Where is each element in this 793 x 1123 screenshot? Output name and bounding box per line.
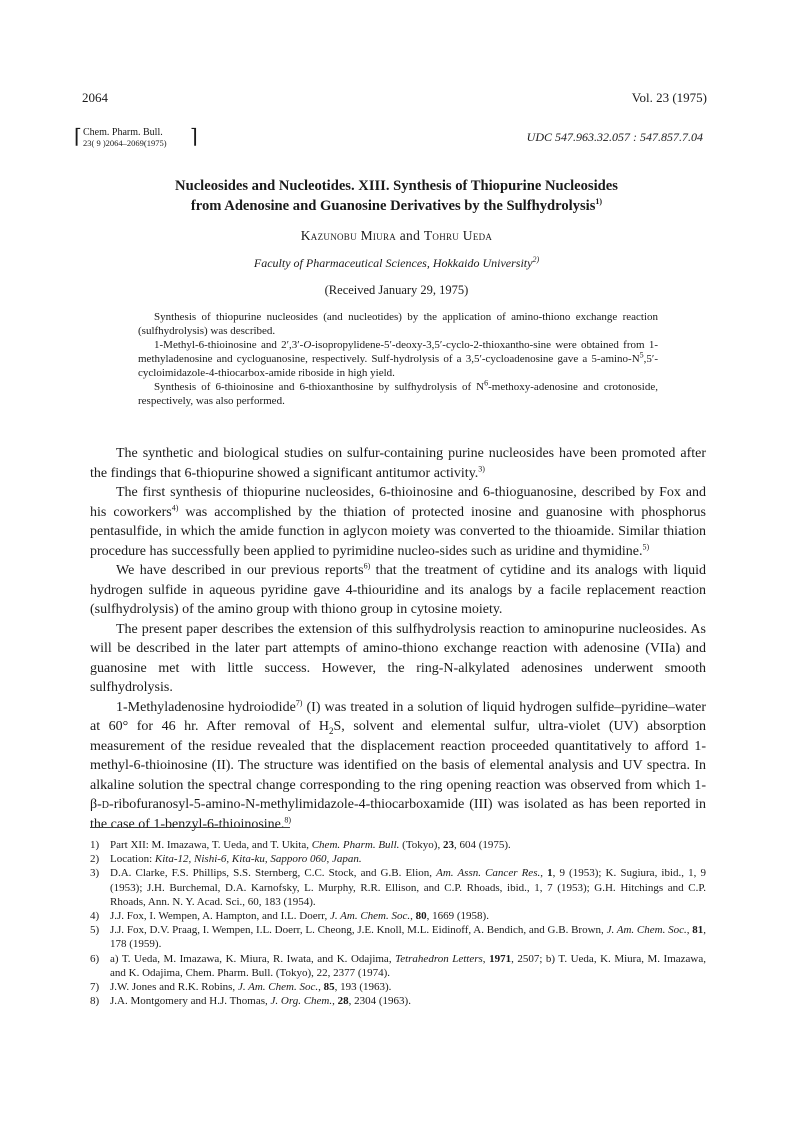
page-number: 2064 [82, 90, 108, 105]
reference-journal: J. Am. Chem. Soc. [606, 924, 687, 937]
citation-journal: Chem. Pharm. Bull. [83, 127, 163, 138]
reference-text: (Tokyo), [399, 839, 443, 851]
author-name: Kazunobu Miura [300, 228, 397, 243]
left-bracket: ⌈ [74, 126, 82, 148]
received-date: (Received January 29, 1975) [324, 283, 469, 297]
title-line-2: from Adenosine and Guanosine Derivatives by the Sulfhydrolysis$^{1)}$ [190, 197, 603, 214]
reference-list [90, 838, 706, 1008]
reference-details: , 1669 (1958). [426, 910, 489, 923]
reference-authors: J.J. Fox, I. Wempen, A. Hampton, and I.L. Doerr, [110, 910, 330, 923]
udc-code: UDC 547.963.32.057 : 547.857.7.04 [526, 130, 703, 144]
reference-journal: J. Am. Chem. Soc. [329, 910, 411, 923]
reference-text: , [686, 924, 693, 937]
reference-journal: Tetrahedron Letters [395, 952, 483, 965]
reference-journal: J. Org. Chem. [270, 995, 333, 1008]
reference-item [90, 994, 706, 1008]
reference-item [90, 838, 706, 852]
body-paragraph: The synthetic and biological studies on sulfur-containing purine nucleosides have been promoted after the findings that 6-thiopurine showed a significant antitumor activity.$^{3)}$ [90, 446, 706, 481]
reference-text: , [318, 981, 324, 994]
author-conjunction: and [399, 228, 421, 243]
reference-authors: J.W. Jones and R.K. Robins, [110, 981, 238, 994]
reference-number: 2) [90, 853, 100, 866]
reference-details: , 9 (1953); K. Sugiura, ibid., 1, 9 (1953); J.H. Burchemal, D.A. Karnofsky, L. Murphy, R.R. Ellison, and C.P. Rhoads, ibid., 1, 7 (1953); G.H. Hitchings and C.P. Rhoads, Ann. N. Y. Acad. Sci., 60, 183 (1954). [110, 867, 706, 908]
reference-item [90, 852, 706, 866]
volume-label: Vol. 23 (1975) [631, 90, 707, 105]
reference-volume: 28 [337, 995, 349, 1008]
title-footnote-marker: 1) [595, 197, 603, 207]
body-paragraph: We have described in our previous reports$^{6)}$ that the treatment of cytidine and its analogs with liquid hydrogen sulfide in aqueous pyridine gave 4-thiouridine and its analogs by a facile replacement reaction (sulfhydrolysis) of the amino group with thiono group in cytosine moiety. [90, 561, 706, 617]
reference-volume: 85 [323, 981, 335, 994]
body-text [90, 444, 706, 834]
reference-volume: 81 [692, 924, 704, 937]
reference-journal: Kita-12, Nishi-6, Kita-ku, Sapporo 060, Japan. [154, 853, 362, 866]
affiliation: Faculty of Pharmaceutical Sciences, Hokkaido University$^{2)}$ [253, 255, 540, 270]
affiliation-footnote-marker: 2) [532, 255, 540, 264]
author-list [90, 228, 703, 244]
reference-details: , 2304 (1963). [348, 995, 411, 1008]
reference-item [90, 980, 706, 994]
reference-journal: Chem. Pharm. Bull. [311, 839, 400, 851]
reference-text: , [540, 867, 548, 880]
reference-volume: 1 [547, 867, 553, 880]
paper-title [90, 176, 703, 216]
footnote-divider [90, 827, 290, 828]
running-header [82, 90, 707, 106]
journal-citation [74, 126, 198, 148]
reference-details: , 2507; b) T. Ueda, K. Miura, M. Imazawa, and K. Odajima, Chem. Pharm. Bull. (Tokyo), 22, 2377 (1974). [110, 952, 706, 979]
reference-details: , 193 (1963). [334, 981, 392, 994]
reference-authors: a) T. Ueda, M. Imazawa, K. Miura, R. Iwata, and K. Odajima, [110, 952, 396, 965]
reference-number: 1) [90, 839, 100, 851]
abstract-paragraph: Synthesis of 6-thioinosine and 6-thioxanthosine by sulfhydrolysis of $N^6-methoxy$-adenosine and crotonoside, respectively, was also performed. [138, 378, 658, 407]
reference-text: , [482, 952, 490, 965]
author-name: Tohru Ueda [423, 228, 493, 243]
right-bracket: ⌉ [190, 126, 198, 148]
title-line-1: Nucleosides and Nucleotides. XIII. Synthesis of Thiopurine Nucleosides [175, 178, 618, 194]
reference-authors: Part XII: M. Imazawa, T. Ueda, and T. Ukita, [110, 839, 312, 851]
reference-journal: Am. Assn. Cancer Res. [436, 867, 541, 880]
reference-number: 3) [90, 867, 100, 880]
citation-issue: 23( 9 )2064–2069(1975) [83, 138, 167, 148]
body-paragraph: The present paper describes the extension of this sulfhydrolysis reaction to aminopurine nucleosides. As will be described in the later part attempts of amino-thiono exchange reaction with adenosine (VIIa) and guanosine met with little success. However, the ring-N-alkylated adenosines underwent smooth sulfhydrolysis. [90, 621, 706, 695]
reference-item [90, 923, 706, 951]
reference-authors: J.J. Fox, D.V. Praag, I. Wempen, I.L. Doerr, L. Cheong, J.E. Knoll, M.L. Eidinoff, A. Bendich, and G.B. Brown, [110, 924, 607, 937]
reference-number: 8) [90, 995, 100, 1008]
abstract-paragraph: 1-Methyl-6-thioinosine and 2′,3′-O-isopropylidene-5′-deoxy-3,5′-cyclo-2-thioxantho-sine were obtained from 1-methyladenosine and cycloguanosine, respectively. Sulf-hydrolysis of a 3,5′-cycloadenosine gave a $5-amino-N^5,5'-cycloimidazole-4-thiocarbox$-amide riboside in high yield. [138, 339, 659, 379]
reference-volume: 1971 [489, 952, 512, 965]
reference-item [90, 866, 706, 909]
body-paragraph: 1-Methyladenosine hydroiodide$^{7)}$ (I) was treated in a solution of liquid hydrogen sulfide–pyridine–water at 60° for 46 hr. After removal of $H_2S$, solvent and elemental sulfur, ultra-violet (UV) absorption measurement of the residue revealed that the displacement reaction proceeded quantitatively to afford 1-methyl-6-thioinosine (II). The structure was identified on the basis of elemental analysis and UV spectra. In alkaline solution the spectral change corresponding to the ring opening reaction was observed from which 1-β-d-ribofuranosyl-5-amino-N-methylimidazole-4-thiocarboxamide (III) was isolated as has been reported in the case of 1-benzyl-6-thioinosine.$^{8)}$ [90, 697, 706, 832]
reference-authors: D.A. Clarke, F.S. Phillips, S.S. Sternberg, C.C. Stock, and G.B. Elion, [110, 867, 437, 880]
reference-item [90, 952, 706, 980]
reference-details: , 604 (1975). [453, 839, 511, 851]
reference-number: 7) [90, 981, 100, 994]
reference-authors: J.A. Montgomery and H.J. Thomas, [110, 995, 271, 1008]
abstract [138, 310, 658, 408]
reference-authors: Location: [110, 853, 155, 866]
reference-journal: J. Am. Chem. Soc. [237, 981, 319, 994]
reference-number: 4) [90, 910, 100, 923]
reference-number: 6) [90, 952, 100, 965]
reference-text: , [410, 910, 416, 923]
body-paragraph: The first synthesis of thiopurine nucleosides, 6-thioinosine and 6-thioguanosine, described by Fox and his coworkers$^{4)}$ was accomplished by the thiation of protected inosine and guanosine with phosphorus pentasulfide, in which the amide function in aglycon moiety was converted to the thioamide. Similar thiation procedure has successfully been applied to pyrimidine nucleo-sides such as uridine and thymidine.$^{5)}$ [90, 485, 706, 559]
abstract-paragraph: Synthesis of thiopurine nucleosides (and nucleotides) by the application of amino-thiono exchange reaction (sulfhydrolysis) was described. [138, 311, 658, 337]
reference-volume: 23 [442, 839, 454, 851]
reference-volume: 80 [415, 910, 427, 923]
reference-number: 5) [90, 924, 100, 937]
reference-details: , 178 (1959). [110, 924, 706, 951]
reference-text: , [332, 995, 338, 1008]
reference-item [90, 909, 706, 923]
